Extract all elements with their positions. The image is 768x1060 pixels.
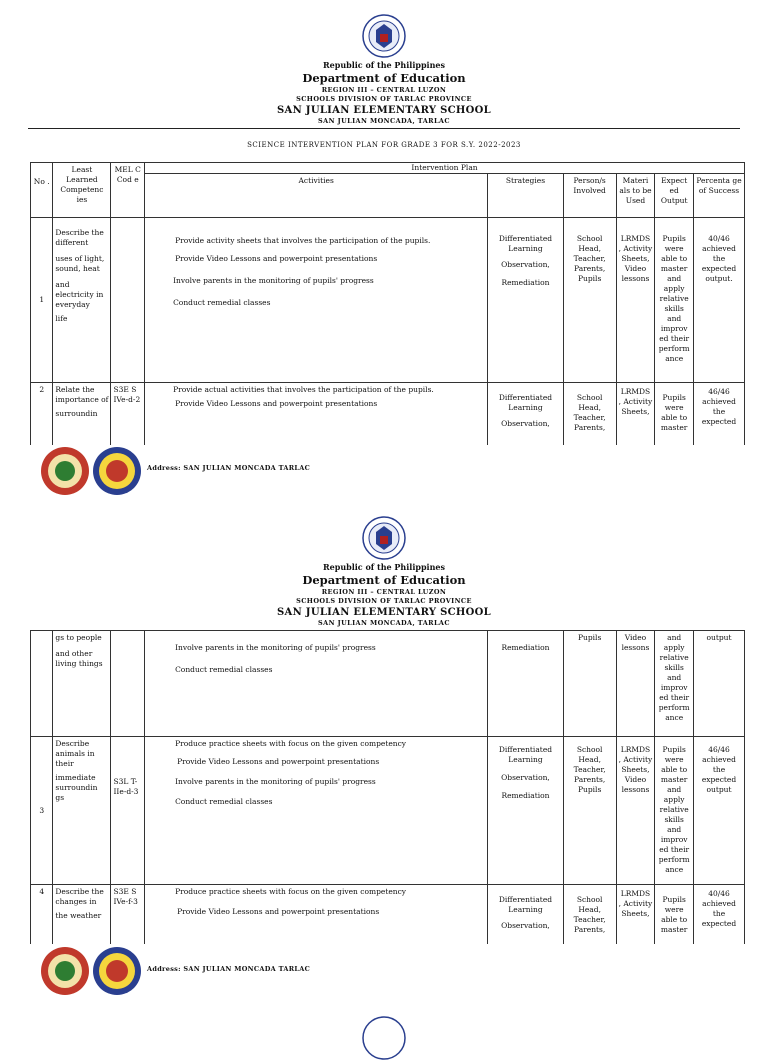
table-row — [31, 737, 745, 885]
col-persons: Person/s Involved — [563, 174, 616, 218]
row-materials: LRMDS , Activity Sheets, — [616, 885, 655, 945]
row-activities: Produce practice sheets with focus on the given competency Provide Video Lessons and powerpoint presentations — [145, 885, 488, 945]
row-success: 40/46 achieved the expected output. — [694, 218, 745, 383]
row-strategies: Differentiated Learning Observation, — [488, 383, 563, 446]
row-strategies: Differentiated Learning Observation, — [488, 885, 563, 945]
division-line: SCHOOLS DIVISION OF TARLAC PROVINCE — [296, 95, 472, 103]
republic-line: Republic of the Philippines — [322, 562, 445, 572]
table-row — [31, 383, 745, 446]
col-activities: Activities — [145, 174, 488, 218]
col-materials: Materi als to be Used — [616, 174, 655, 218]
row-output: and apply relative skills and improv ed their perform ance — [655, 631, 694, 737]
col-intervention-plan: Intervention Plan — [145, 163, 745, 174]
intervention-table — [30, 630, 745, 944]
row-success: output — [694, 631, 745, 737]
row-melc — [111, 631, 145, 737]
table-row — [31, 885, 745, 945]
row-output: Pupils were able to master and apply relative skills and improv ed their perform ance — [655, 737, 694, 885]
row-activities: Provide actual activities that involves the participation of the pupils. Provide Video Lessons and powerpoint presentations — [145, 383, 488, 446]
row-no — [31, 631, 53, 737]
deped-seal-icon — [362, 1016, 406, 1060]
row-materials: LRMDS , Activity Sheets, — [616, 383, 655, 446]
division-logo-icon — [92, 446, 142, 496]
school-logo-icon — [40, 946, 90, 996]
school-address: SAN JULIAN MONCADA, TARLAC — [318, 619, 450, 627]
deped-seal-icon — [362, 14, 406, 58]
row-persons: School Head, Teacher, Parents, — [563, 383, 616, 446]
col-success: Percenta ge of Success — [694, 174, 745, 218]
deped-seal-icon — [362, 516, 406, 560]
row-competency: Describe the different uses of light, sound, heat and electricity in everyday life — [53, 218, 111, 383]
row-persons: School Head, Teacher, Parents, Pupils — [563, 218, 616, 383]
row-success: 46/46 achieved the expected — [694, 383, 745, 446]
division-line: SCHOOLS DIVISION OF TARLAC PROVINCE — [296, 597, 472, 605]
table-row — [31, 218, 745, 383]
row-activities: Involve parents in the monitoring of pupils' progress Conduct remedial classes — [145, 631, 488, 737]
col-competencies: Least Learned Competenc ies — [53, 163, 111, 218]
document-title: SCIENCE INTERVENTION PLAN FOR GRADE 3 FOR S.Y. 2022-2023 — [247, 141, 521, 149]
page-1-table-clip — [0, 160, 768, 445]
row-strategies: Differentiated Learning Observation, Remediation — [488, 218, 563, 383]
row-melc — [111, 218, 145, 383]
division-logo-icon — [92, 946, 142, 996]
col-no: No . — [31, 163, 53, 218]
col-melc: MEL C Cod e — [111, 163, 145, 218]
row-competency: gs to people and other living things — [53, 631, 111, 737]
region-line: REGION III – CENTRAL LUZON — [321, 86, 447, 94]
row-materials: LRMDS , Activity Sheets, Video lessons — [616, 218, 655, 383]
row-strategies: Remediation — [488, 631, 563, 737]
header-rule — [28, 128, 740, 129]
republic-line: Republic of the Philippines — [322, 60, 445, 70]
row-melc: S3L T-IIe-d-3 — [111, 737, 145, 885]
row-strategies: Differentiated Learning Observation, Remediation — [488, 737, 563, 885]
row-activities: Produce practice sheets with focus on the given competency Provide Video Lessons and powerpoint presentations Involve parents in the monitoring of pupils' progress Conduct remedial classes — [145, 737, 488, 885]
row-persons: Pupils — [563, 631, 616, 737]
row-no: 2 — [31, 383, 53, 446]
row-activities: Provide activity sheets that involves the participation of the pupils. Provide Video Lessons and powerpoint presentations Involve parents in the monitoring of pupils' progress Conduct remedial classes — [145, 218, 488, 383]
school-name: SAN JULIAN ELEMENTARY SCHOOL — [276, 607, 491, 618]
row-output: Pupils were able to master and apply relative skills and improv ed their perform ance — [655, 218, 694, 383]
row-output: Pupils were able to master — [655, 383, 694, 446]
row-competency: Relate the importance of surroundin — [53, 383, 111, 446]
table-row — [31, 631, 745, 737]
row-no: 1 — [31, 218, 53, 383]
row-no: 3 — [31, 737, 53, 885]
row-melc: S3E S IVe-f-3 — [111, 885, 145, 945]
row-materials: Video lessons — [616, 631, 655, 737]
col-strategies: Strategies — [488, 174, 563, 218]
col-output: Expect ed Output — [655, 174, 694, 218]
row-materials: LRMDS , Activity Sheets, Video lessons — [616, 737, 655, 885]
row-success: 46/46 achieved the expected output — [694, 737, 745, 885]
intervention-table — [30, 162, 745, 445]
row-output: Pupils were able to master — [655, 885, 694, 945]
department-line: Department of Education — [302, 71, 466, 85]
row-melc: S3E S IVe-d-2 — [111, 383, 145, 446]
row-no: 4 — [31, 885, 53, 945]
school-address: SAN JULIAN MONCADA, TARLAC — [318, 117, 450, 125]
row-success: 40/46 achieved the expected — [694, 885, 745, 945]
region-line: REGION III – CENTRAL LUZON — [321, 588, 447, 596]
page-2-table-clip — [0, 630, 768, 944]
footer-address: Address: SAN JULIAN MONCADA TARLAC — [147, 464, 311, 472]
school-logo-icon — [40, 446, 90, 496]
department-line: Department of Education — [302, 573, 466, 587]
row-competency: Describe animals in their immediate surroundin gs — [53, 737, 111, 885]
school-name: SAN JULIAN ELEMENTARY SCHOOL — [276, 105, 491, 116]
row-persons: School Head, Teacher, Parents, Pupils — [563, 737, 616, 885]
row-competency: Describe the changes in the weather — [53, 885, 111, 945]
row-persons: School Head, Teacher, Parents, — [563, 885, 616, 945]
footer-address: Address: SAN JULIAN MONCADA TARLAC — [147, 965, 311, 973]
